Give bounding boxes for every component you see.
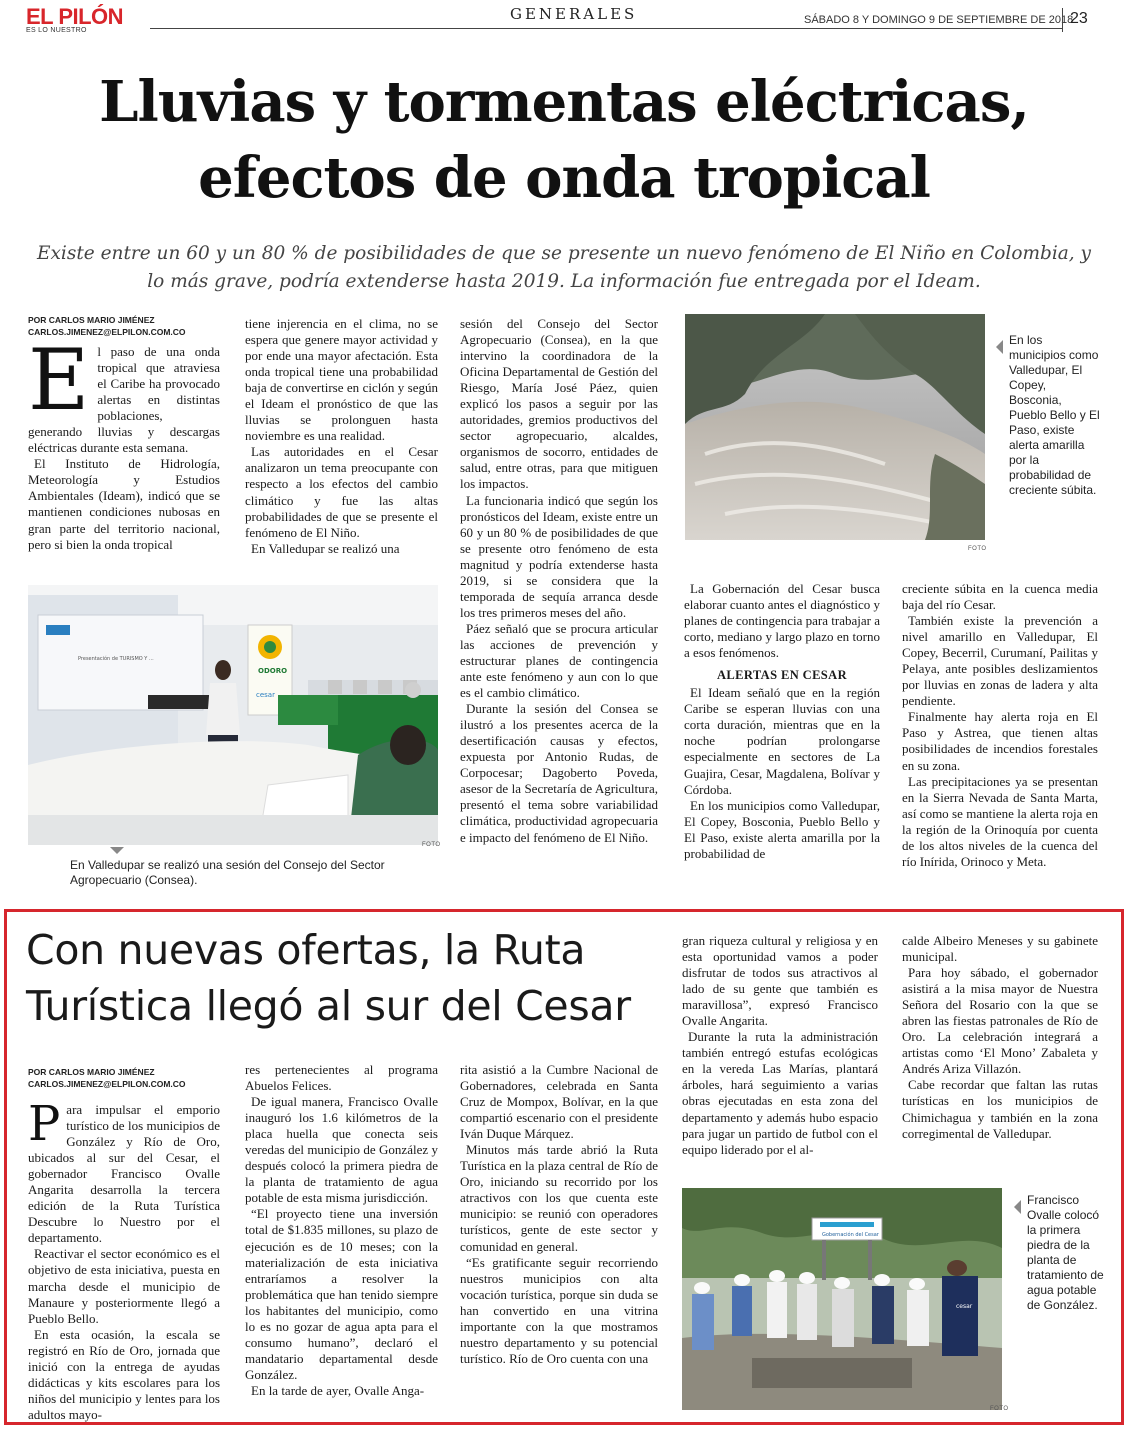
article1-column-4 <box>684 581 880 862</box>
drop-cap: E <box>28 331 90 429</box>
paragraph: tiene injerencia en el clima, no se espera que genere mayor actividad y por ende una mayor afectación. Esta onda tropical tiene una probabilidad baja de convertirse en ciclón y según el Ideam el pronóstico de que las lluvias se prolonguen hasta noviembre es una realidad. <box>245 316 438 444</box>
paragraph: Durante la sesión del Consea se ilustró a los presentes acerca de la desertificación causas y efectos, expuesta por Antonio Rudas, de Corpocesar; Dagoberto Poveda, asesor de la Secretaría de Agricultura, presentó el tema sobre variabilidad climática, productividad agropecuaria e impacto del fenómeno de El Niño. <box>460 701 658 845</box>
article1-column-5 <box>902 581 1098 870</box>
headline-line-1: Lluvias y tormentas eléctricas, <box>99 69 1029 135</box>
header-divider <box>1062 8 1063 32</box>
paragraph: En esta ocasión, la escala se registró en Río de Oro, jornada que inició con la entrega de ayudas didácticas y kits escolares para los niños del municipio y lentes para los adultos mayo- <box>28 1326 220 1422</box>
section-subhead: ALERTAS EN CESAR <box>716 668 848 683</box>
paragraph: La funcionaria indicó que según los pronósticos del Ideam, existe entre un 60 y un 80 % de posibilidades de que se presente otro fenómeno de esta magnitud y podría extenderse hasta 2019, si se considera que la temporada de sequía arranca desde los tres primeros meses del año. <box>460 492 658 620</box>
page-number: 23 <box>1070 10 1088 27</box>
main-headline <box>10 64 1118 216</box>
foto-credit: FOTO <box>990 1406 1009 1412</box>
governor-image <box>682 1188 1002 1410</box>
paragraph: En los municipios como Valledupar, El Copey, Bosconia, Pueblo Bello y El Paso, existe alerta amarilla por la probabilidad de <box>684 797 880 861</box>
article-deck: Existe entre un 60 y un 80 % de posibilidades de que se presente un nuevo fenómeno de El Niño en Colombia, y lo más grave, podría extenderse hasta 2019. La información fue entregada por el Ideam. <box>36 243 1092 292</box>
byline-name: POR CARLOS MARIO JIMÉNEZ <box>28 315 155 325</box>
headline-line-1: Con nuevas ofertas, la Ruta <box>26 926 586 974</box>
meeting-photo <box>28 585 438 845</box>
meeting-image <box>28 585 438 845</box>
banner-word: ODORO <box>258 667 288 675</box>
paragraph: res pertenecientes al programa Abuelos Felices. <box>245 1062 438 1094</box>
paragraph: Páez señaló que se procura articular las acciones de prevención y estructurar planes de contingencia ante este fenómeno y aun con lo que es el cambio climático. <box>460 620 658 701</box>
paragraph: Las precipitaciones ya se presentan en la Sierra Nevada de Santa Marta, así como se mantiene la alerta roja en la región de la Orinoquía por cuenta de los altos niveles de la cuenca del río Inírida, Orinoco y Meta. <box>902 773 1098 869</box>
paragraph: También existe la prevención a nivel amarillo en Valledupar, El Copey, Becerril, Curumaní, Pailitas y Pelaya, ante posibles deslizamientos por lluvias en zonas de ladera y alta pendiente. <box>902 613 1098 709</box>
byline-email: CARLOS.JIMENEZ@ELPILON.COM.CO <box>28 1079 186 1089</box>
paragraph: rita asistió a la Cumbre Nacional de Gobernadores, celebrada en Santa Cruz de Mompox, Bolívar, en la que compartió escenario con el presidente Iván Duque Márquez. <box>460 1062 658 1142</box>
banner-brand: cesar <box>256 691 275 699</box>
paragraph: gran riqueza cultural y religiosa y en esta oportunidad vamos a poder disfrutar de todos sus atractivos al lado de su gente que también es maravillosa”, expresó Francisco Ovalle Angarita. <box>682 933 878 1029</box>
article2-column-1 <box>28 1066 220 1423</box>
article1-column-2 <box>245 316 438 557</box>
headline-line-2: efectos de onda tropical <box>198 145 930 211</box>
drop-cap: P <box>28 1096 61 1152</box>
banner-text: Gobernación del Cesar <box>822 1232 879 1238</box>
paragraph: Las autoridades en el Cesar analizaron un tema preocupante con respecto a los efectos del cambio climático y fue las altas probabilidades de que se presente el fenómeno de El Niño. <box>245 444 438 540</box>
paragraph: “Es gratificante seguir recorriendo nuestros municipios con alta vocación turística, porque sin duda se han convertido en una vitrina importante con la que mostramos nuestro departamento y su potencial turístico. Río de Oro cuenta con una <box>460 1254 658 1366</box>
caption-arrow-icon <box>1014 1200 1021 1214</box>
article2-column-3 <box>460 1062 658 1367</box>
paragraph: calde Albeiro Meneses y su gabinete municipal. <box>902 933 1098 965</box>
meeting-photo-caption: En Valledupar se realizó una sesión del Consejo del Sector Agropecuario (Consea). <box>70 858 385 887</box>
paragraph: Cabe recordar que faltan las rutas turísticas en los municipios de Chimichagua y también en la zona corregimental de Valledupar. <box>902 1077 1098 1141</box>
paragraph: Reactivar el sector económico es el objetivo de esta iniciativa, puesta en marcha desde el municipio de Manaure y posteriormente llegó a Pueblo Bello. <box>28 1246 220 1326</box>
headline-line-2: Turística llegó al sur del Cesar <box>26 982 631 1030</box>
governor-photo-caption: Francisco Ovalle colocó la primera piedra de la planta de tratamiento de agua potable de González. <box>1027 1193 1104 1312</box>
article1-column-1 <box>28 314 220 553</box>
paragraph: El Instituto de Hidrología, Meteorología y Estudios Ambientales (Ideam), indicó que se mantienen condiciones nubosas en gran parte del territorio nacional, pero si bien la onda tropical <box>28 456 220 552</box>
article2-column-4 <box>682 933 878 1158</box>
paragraph: creciente súbita en la cuenca media baja del río Cesar. <box>902 581 1098 613</box>
paragraph: Minutos más tarde abrió la Ruta Turística en la plaza central de Río de Oro, iniciando su recorrido por los atractivos con los que cuenta este municipio: se reunió con operadores turísticos, gente de este sector y comunidad en general. <box>460 1142 658 1254</box>
byline-email: CARLOS.JIMENEZ@ELPILON.COM.CO <box>28 327 186 337</box>
paragraph: Durante la ruta la administración también entregó estufas ecológicas en la vereda Las Marías, plantará árboles, hará seguimiento a varias obras ejecutadas en esta zona del departamento y además hubo espacio para jugar un partido de futbol con el equipo liderado por el al- <box>682 1029 878 1157</box>
article2-column-2 <box>245 1062 438 1399</box>
river-image <box>685 314 985 540</box>
paragraph: La Gobernación del Cesar busca elaborar cuanto antes el diagnóstico y planes de contingencia para trabajar a corto, mediano y largo plazo en torno a esos fenómenos. <box>684 581 881 661</box>
paragraph: ara impulsar el emporio turístico de los municipios de González y Río de Oro, ubicados al sur del Cesar, el gobernador Francisco Ovalle Angarita desarrolla la tercera edición de la Ruta Turística Descubre lo Nuestro por el departamento. <box>28 1102 220 1246</box>
header-date: SÁBADO 8 Y DOMINGO 9 DE SEPTIEMBRE DE 2018 <box>800 14 1077 26</box>
byline-name: POR CARLOS MARIO JIMÉNEZ <box>28 1067 155 1077</box>
jacket-logo: cesar <box>956 1303 973 1310</box>
paragraph: El Ideam señaló que en la región Caribe se esperan lluvias con una corta duración, mientras que en la noche podrían prolongarse especialmente en sectores de La Guajira, Cesar, Magdalena, Bolívar y Córdoba. <box>684 685 880 797</box>
masthead-logo: EL PILÓN <box>26 4 124 29</box>
second-headline <box>26 922 676 1034</box>
paragraph: Finalmente hay alerta roja en El Paso y Astrea, que tienen altas posibilidades de incendios forestales en su zona. <box>902 709 1098 773</box>
caption-arrow-icon <box>110 847 124 854</box>
paragraph: sesión del Consejo del Sector Agropecuario (Consea), en la que intervino la coordinadora de la Oficina Departamental de Gestión del Riesgo, María José Páez, quien explicó los pasos a seguir por las autoridades, gremios productivos del sector agropecuario, alcaldes, organismos de socorro, entidades de salud, entre otras, para que mitiguen los impactos. <box>460 316 658 492</box>
river-photo-caption: En los municipios como Valledupar, El Copey, Bosconia, Pueblo Bello y El Paso, existe alerta amarilla por la probabilidad de creciente súbita. <box>1009 333 1100 497</box>
foto-credit: FOTO <box>422 842 441 848</box>
paragraph: De igual manera, Francisco Ovalle inauguró los 1.6 kilómetros de la placa huella que conecta seis veredas del municipio de González y después colocó la primera piedra de la planta de tratamiento de agua potable de esta misma jurisdicción. <box>245 1094 438 1206</box>
article1-column-3 <box>460 316 658 846</box>
foto-credit: FOTO <box>968 546 987 552</box>
governor-photo <box>682 1188 1002 1410</box>
article2-column-5 <box>902 933 1098 1142</box>
section-name: GENERALES <box>504 5 643 23</box>
slide-text: Presentación de TURISMO Y ... <box>78 656 154 662</box>
paragraph: En la tarde de ayer, Ovalle Anga- <box>251 1382 425 1398</box>
masthead-slogan: ES LO NUESTRO <box>26 27 87 34</box>
paragraph: “El proyecto tiene una inversión total de $1.835 millones, su plazo de ejecución es de 10 meses; con la materialización de esta iniciativa entraríamos a resolver la problemática que han tenido siempre los habitantes del municipio, como lo es no gozar de agua apta para el consumo humano”, declaró el mandatario departamental desde González. <box>245 1206 438 1382</box>
caption-arrow-icon <box>996 340 1003 354</box>
paragraph: Para hoy sábado, el gobernador asistirá a la misa mayor de Nuestra Señora del Rosario con la que se abren las fiestas patronales de Río de Oro. La celebración integrará a artistas como ‘El Mono’ Zabaleta y Andrés Ariza Villazón. <box>902 965 1098 1077</box>
paragraph: l paso de una onda tropical que atraviesa el Caribe ha provocado alertas en distintas poblaciones, generando lluvias y descargas eléctricas durante esta semana. <box>28 344 220 456</box>
paragraph: En Valledupar se realizó una <box>251 540 400 556</box>
river-photo <box>685 314 985 540</box>
header-rule <box>150 28 1062 29</box>
